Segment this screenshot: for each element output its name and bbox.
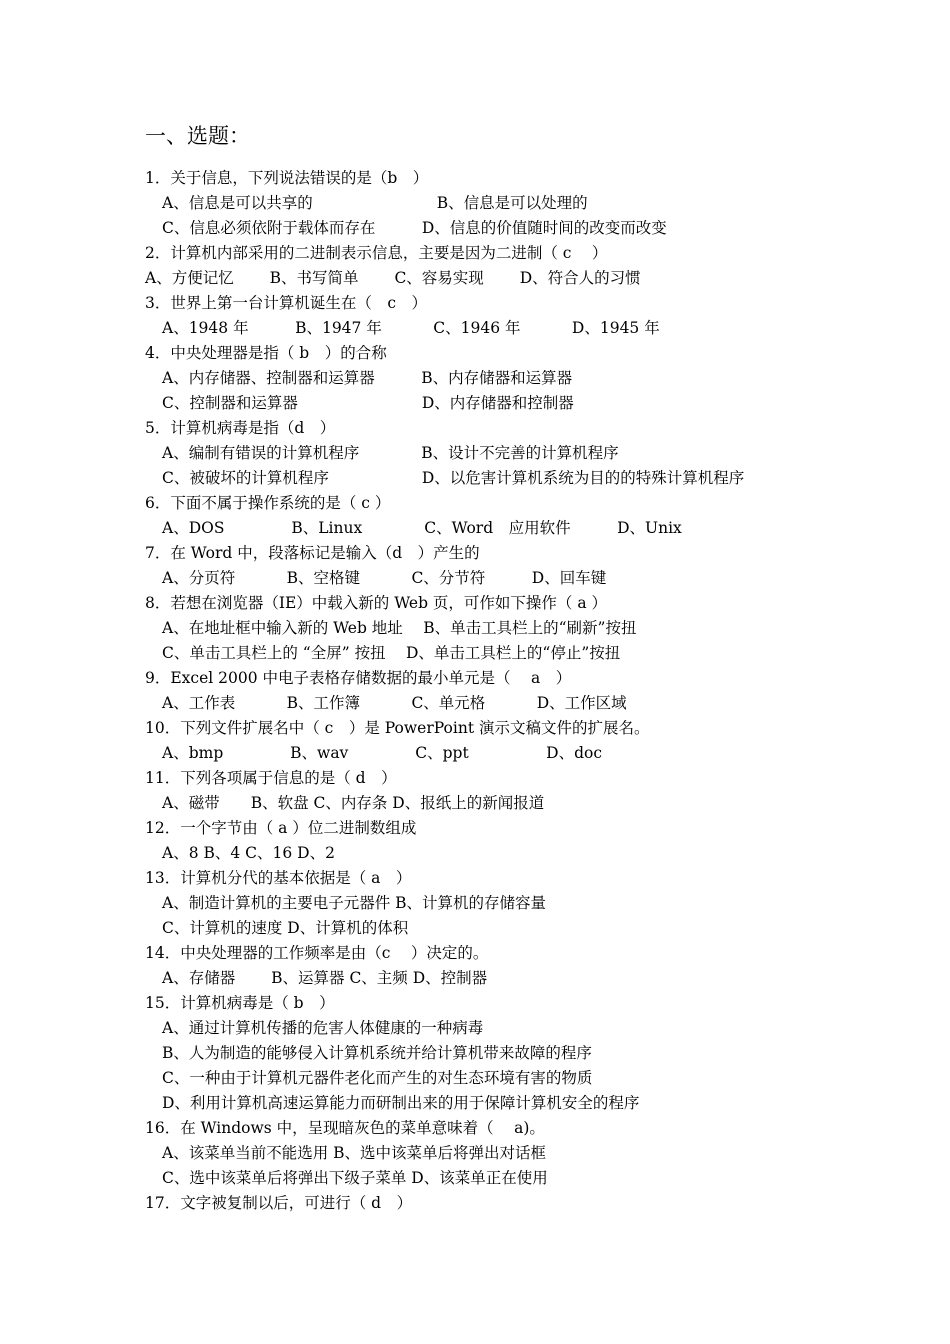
option-line: C、被破坏的计算机程序 D、以危害计算机系统为目的的特殊计算机程序 (162, 469, 745, 487)
question-7: 7．在 Word 中，段落标记是输入（d ）产生的 (145, 544, 480, 562)
option-line: B、人为制造的能够侵入计算机系统并给计算机带来故障的程序 (162, 1044, 592, 1062)
option-line: A、该菜单当前不能选用 B、选中该菜单后将弹出对话框 (162, 1144, 547, 1162)
question-10: 10．下列文件扩展名中（ c ）是 PowerPoint 演示文稿文件的扩展名。 (145, 719, 650, 737)
question-9: 9．Excel 2000 中电子表格存储数据的最小单元是（ a ） (145, 669, 572, 687)
option-line: C、计算机的速度 D、计算机的体积 (162, 919, 409, 937)
option-line: A、1948 年 B、1947 年 C、1946 年 D、1945 年 (162, 319, 660, 337)
option-line: D、利用计算机高速运算能力而研制出来的用于保障计算机安全的程序 (162, 1094, 640, 1112)
option-line: C、选中该菜单后将弹出下级子菜单 D、该菜单正在使用 (162, 1169, 548, 1187)
option-line: C、一种由于计算机元器件老化而产生的对生态环境有害的物质 (162, 1069, 593, 1087)
option-line: A、编制有错误的计算机程序 B、设计不完善的计算机程序 (162, 444, 619, 462)
question-12: 12．一个字节由（ a ）位二进制数组成 (145, 819, 417, 837)
option-line: A、DOS B、Linux C、Word 应用软件 D、Unix (162, 519, 682, 537)
question-11: 11．下列各项属于信息的是（ d ） (145, 769, 397, 787)
question-15: 15．计算机病毒是（ b ） (145, 994, 335, 1012)
option-line: A、8 B、4 C、16 D、2 (162, 844, 335, 862)
option-line: A、信息是可以共享的 B、信息是可以处理的 (162, 194, 588, 212)
option-line: A、方便记忆 B、书写简单 C、容易实现 D、符合人的习惯 (145, 269, 641, 287)
question-3: 3．世界上第一台计算机诞生在（ c ） (145, 294, 428, 312)
question-5: 5．计算机病毒是指（d ） (145, 419, 336, 437)
question-14: 14．中央处理器的工作频率是由（c ）决定的。 (145, 944, 489, 962)
question-13: 13．计算机分代的基本依据是（ a ） (145, 869, 412, 887)
question-2: 2．计算机内部采用的二进制表示信息，主要是因为二进制（ c ） (145, 244, 608, 262)
option-line: A、在地址框中输入新的 Web 地址 B、单击工具栏上的“刷新”按扭 (162, 619, 637, 637)
question-4: 4．中央处理器是指（ b ）的合称 (145, 344, 387, 362)
option-line: C、信息必须依附于载体而存在 D、信息的价值随时间的改变而改变 (162, 219, 667, 237)
option-line: A、bmp B、wav C、ppt D、doc (162, 744, 603, 762)
option-line: C、控制器和运算器 D、内存储器和控制器 (162, 394, 574, 412)
option-line: A、内存储器、控制器和运算器 B、内存储器和运算器 (162, 369, 573, 387)
question-6: 6．下面不属于操作系统的是（ c ） (145, 494, 391, 512)
option-line: A、磁带 B、软盘 C、内存条 D、报纸上的新闻报道 (162, 794, 545, 812)
question-16: 16．在 Windows 中，呈现暗灰色的菜单意味着（ a)。 (145, 1119, 545, 1137)
question-1: 1．关于信息，下列说法错误的是（b ） (145, 169, 429, 187)
option-line: A、存储器 B、运算器 C、主频 D、控制器 (162, 969, 488, 987)
option-line: A、分页符 B、空格键 C、分节符 D、回车键 (162, 569, 607, 587)
option-line: A、制造计算机的主要电子元器件 B、计算机的存储容量 (162, 894, 547, 912)
section-title: 一、选题： (145, 124, 250, 148)
option-line: A、通过计算机传播的危害人体健康的一种病毒 (162, 1019, 484, 1037)
question-17: 17．文字被复制以后，可进行（ d ） (145, 1194, 413, 1212)
option-line: A、工作表 B、工作簿 C、单元格 D、工作区域 (162, 694, 627, 712)
question-8: 8．若想在浏览器（IE）中载入新的 Web 页，可作如下操作（ a ） (145, 594, 608, 612)
option-line: C、单击工具栏上的 “全屏” 按扭 D、单击工具栏上的“停止”按扭 (162, 644, 621, 662)
